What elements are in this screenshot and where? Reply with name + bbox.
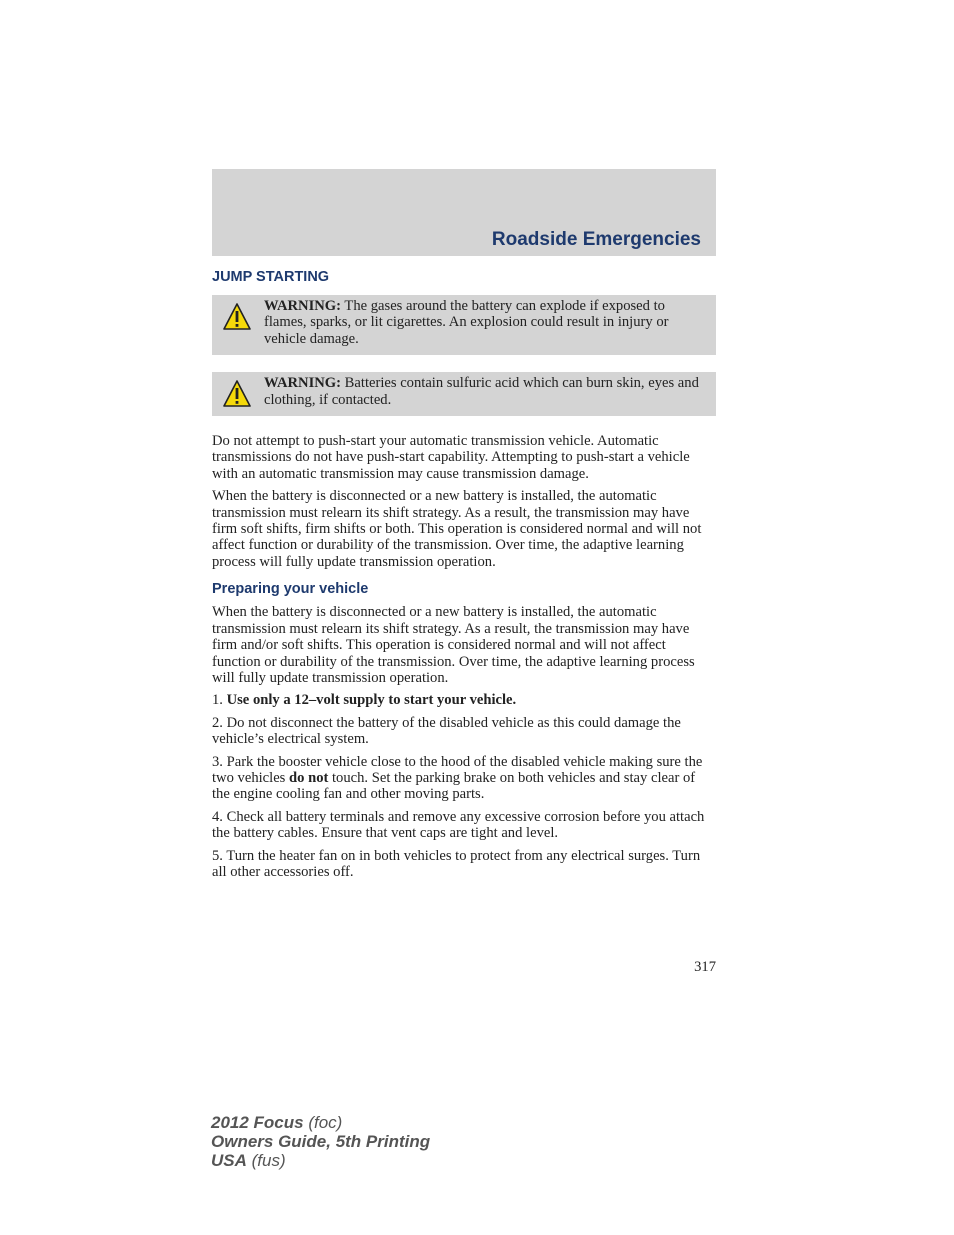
section-header-band xyxy=(212,169,716,256)
footer-line-guide: Owners Guide, 5th Printing xyxy=(211,1132,431,1151)
step-1: 1. Use only a 12–volt supply to start your vehicle. xyxy=(212,692,517,709)
step-5: 5. Turn the heater fan on in both vehicles to protect from any electrical surges. Turn all other accessories off. xyxy=(212,847,701,880)
warning-triangle-icon xyxy=(222,379,252,409)
paragraph-push-start: Do not attempt to push-start your automatic transmission vehicle. Automatic transmissions do not have push-start capability. Attempting to push-start a vehicle with an automatic transmission may cause transmission damage. xyxy=(212,433,690,482)
step-2: 2. Do not disconnect the battery of the disabled vehicle as this could damage the vehicle’s electrical system. xyxy=(212,714,681,748)
warning-text-gases: WARNING: The gases around the battery can explode if exposed to flames, sparks, or lit cigarettes. An explosion could result in injury or vehicle damage. xyxy=(264,298,669,347)
warning-label: WARNING: xyxy=(264,298,342,314)
warning-box-gases xyxy=(212,295,716,355)
document-footer xyxy=(211,1113,430,1170)
step-3: 3. Park the booster vehicle close to the hood of the disabled vehicle making sure the two vehicles do not touch. Set the parking brake on both vehicles and stay clear of the engine cooling fan and other moving parts. xyxy=(212,753,703,803)
footer-line-model: 2012 Focus (foc) xyxy=(211,1113,343,1132)
section-title: Roadside Emergencies xyxy=(491,229,701,250)
heading-jump-starting: JUMP STARTING xyxy=(212,269,330,285)
footer-line-market: USA (fus) xyxy=(211,1151,286,1170)
step-4: 4. Check all battery terminals and remove any excessive corrosion before you attach the battery cables. Ensure that vent caps are tight and level. xyxy=(212,808,705,842)
page-number: 317 xyxy=(694,959,716,975)
subheading-preparing-vehicle: Preparing your vehicle xyxy=(212,581,369,598)
warning-triangle-icon xyxy=(222,302,252,332)
paragraph-relearn: When the battery is disconnected or a new battery is installed, the automatic transmission must relearn its shift strategy. As a result, the transmission may have firm soft shifts, firm shifts or both. This operation is considered normal and will not affect function or durability of the transmission. Over time, the adaptive learning process will fully update transmission operation. xyxy=(212,488,702,570)
warning-label: WARNING: xyxy=(264,375,342,392)
paragraph-prep: When the battery is disconnected or a new battery is installed, the automatic transmission must relearn its shift strategy. As a result, the transmission may have firm and/or soft shifts. This operation is considered normal and will not affect function or durability of the transmission. Over time, the adaptive learning process will fully update transmission operation. xyxy=(212,604,695,686)
warning-text-acid: WARNING: Batteries contain sulfuric acid which can burn skin, eyes and clothing, if contacted. xyxy=(264,375,699,408)
warning-box-acid xyxy=(212,372,716,416)
page-content xyxy=(212,266,716,886)
